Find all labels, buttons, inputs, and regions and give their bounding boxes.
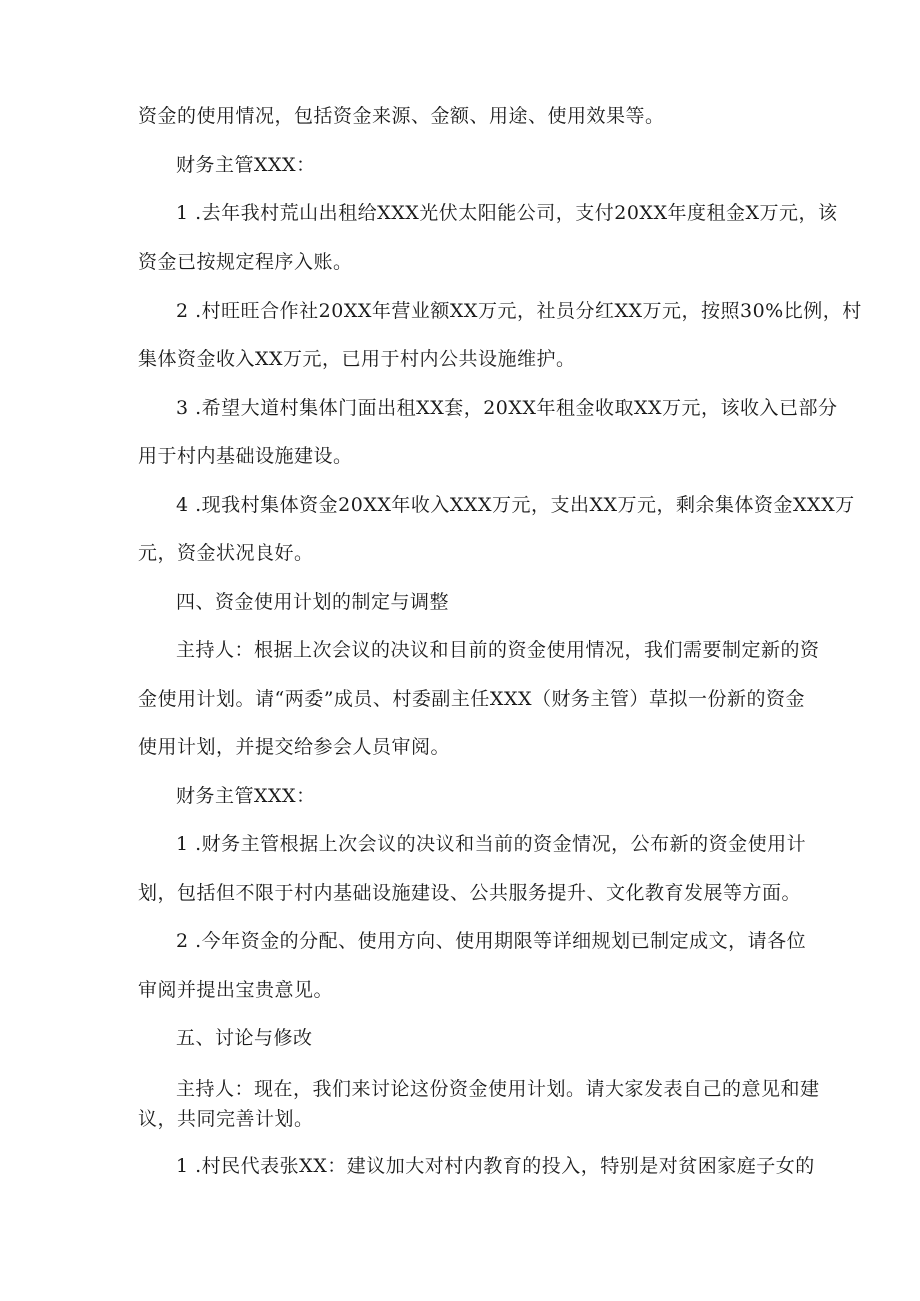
paragraph-line: 议，共同完善计划。 [138,1108,314,1130]
paragraph-line: 元，资金状况良好。 [138,542,314,564]
paragraph-line: 使用计划，并提交给参会人员审阅。 [138,736,451,758]
paragraph-line: 资金的使用情况，包括资金来源、金额、用途、使用效果等。 [138,105,665,127]
paragraph-line: 1 .财务主管根据上次会议的决议和当前的资金情况，公布新的资金使用计 [176,833,807,855]
speaker-label: 财务主管XXX： [176,154,316,176]
paragraph-line: 审阅并提出宝贵意见。 [138,979,334,1001]
paragraph-line: 主持人：现在，我们来讨论这份资金使用计划。请大家发表自己的意见和建 [176,1078,820,1100]
section-heading: 四、资金使用计划的制定与调整 [176,591,450,613]
paragraph-line: 主持人：根据上次会议的决议和目前的资金使用情况，我们需要制定新的资 [176,639,820,661]
section-heading: 五、讨论与修改 [176,1027,313,1049]
paragraph-line: 4 .现我村集体资金20XX年收入XXX万元，支出XX万元，剩余集体资金XXX万 [176,494,855,516]
paragraph-line: 2 .村旺旺合作社20XX年营业额XX万元，社员分红XX万元，按照30%比例，村 [176,300,862,322]
paragraph-line: 3 .希望大道村集体门面出租XX套，20XX年租金收取XX万元，该收入已部分 [176,397,838,419]
paragraph-line: 用于村内基础设施建设。 [138,445,353,467]
paragraph-line: 资金已按规定程序入账。 [138,251,353,273]
paragraph-line: 金使用计划。请“两委”成员、村委副主任XXX（财务主管）草拟一份新的资金 [138,688,806,710]
paragraph-line: 划，包括但不限于村内基础设施建设、公共服务提升、文化教育发展等方面。 [138,882,802,904]
paragraph-line: 2 .今年资金的分配、使用方向、使用期限等详细规划已制定成文，请各位 [176,930,807,952]
paragraph-line: 集体资金收入XX万元，已用于村内公共设施维护。 [138,348,576,370]
speaker-label: 财务主管XXX： [176,785,316,807]
paragraph-line: 1 .去年我村荒山出租给XXX光伏太阳能公司，支付20XX年度租金X万元，该 [176,202,838,224]
paragraph-line: 1 .村民代表张XX：建议加大对村内教育的投入，特别是对贫困家庭子女的 [176,1155,815,1177]
